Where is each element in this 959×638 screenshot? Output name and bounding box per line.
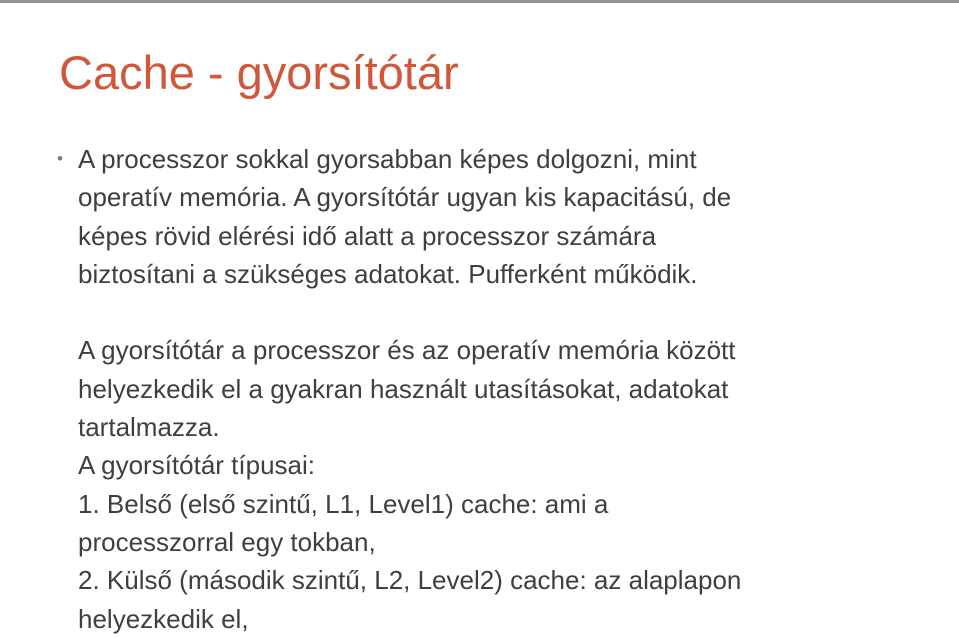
paragraph-spacer: [78, 293, 938, 331]
text-line: helyezkedik el,: [78, 603, 249, 634]
text-line: képes rövid elérési idő alatt a processzor számára: [78, 220, 657, 251]
text-line: A gyorsítótár a processzor és az operatív memória között: [78, 335, 736, 366]
bullet-paragraph: [57, 140, 938, 293]
text-line: operatív memória. A gyorsítótár ugyan kis kapacitású, de: [78, 182, 732, 213]
text-line: A processzor sokkal gyorsabban képes dolgozni, mint: [78, 144, 697, 174]
text-line: 1. Belső (első szintű, L1, Level1) cache: ami a: [78, 488, 609, 519]
text-line: helyezkedik el a gyakran használt utasításokat, adatokat: [78, 373, 729, 404]
text-line: A gyorsítótár típusai:: [78, 450, 316, 481]
bullet-icon: •: [57, 149, 63, 168]
body-paragraph: [78, 331, 938, 637]
slide-content: [57, 140, 938, 638]
slide-title: Cache - gyorsítótár: [59, 46, 459, 99]
text-line: 2. Külső (második szintű, L2, Level2) cache: az alaplapon: [78, 565, 742, 596]
text-line: tartalmazza.: [78, 412, 220, 443]
text-line: biztosítani a szükséges adatokat. Pufferként működik.: [78, 258, 698, 289]
text-line: processzorral egy tokban,: [78, 526, 376, 557]
top-rule: [0, 0, 959, 3]
